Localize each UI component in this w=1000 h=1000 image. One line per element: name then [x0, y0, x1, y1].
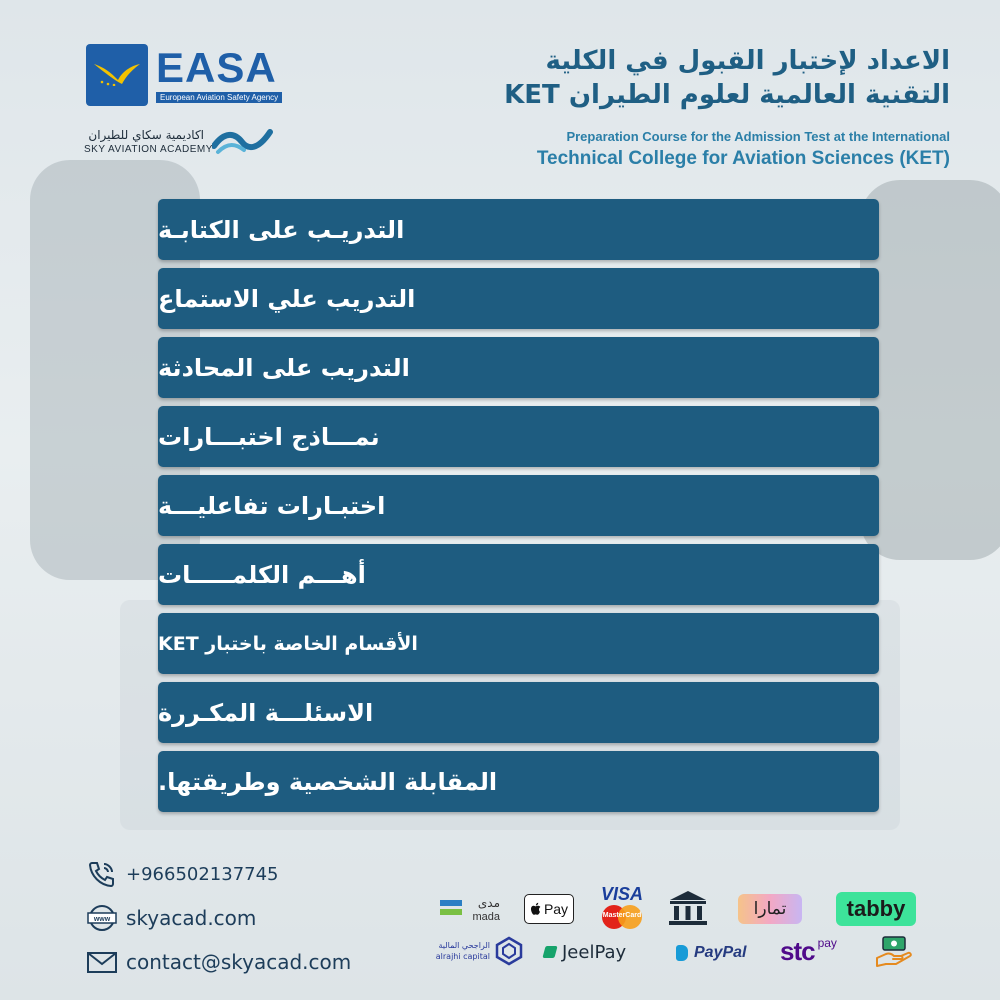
menu-item-key-words[interactable]: أهـــم الكلمـــــات	[158, 544, 879, 605]
jeelpay-label: JeelPay	[562, 941, 627, 963]
easa-name: EASA	[156, 44, 277, 91]
menu-item-test-models[interactable]: نمـــاذج اختبـــارات	[158, 406, 879, 467]
course-menu	[158, 199, 879, 820]
paypal-icon	[676, 945, 688, 961]
mada-label-en: mada	[472, 911, 500, 923]
svg-text:www: www	[93, 916, 111, 923]
stc-pay-logo	[780, 934, 852, 968]
sky-academy-logo	[84, 122, 274, 158]
menu-item-interactive-tests[interactable]: اختبـارات تفاعليـــة	[158, 475, 879, 536]
contact-email[interactable]	[86, 948, 351, 976]
bank-transfer-icon	[666, 888, 710, 928]
stc-pay-label: pay	[817, 936, 837, 950]
alrajhi-label-ar: الراجحي المالية	[438, 941, 490, 950]
contact-phone[interactable]	[86, 860, 279, 888]
alrajhi-capital-logo	[434, 934, 524, 968]
title-arabic-line1: الاعداد لإختبار القبول في الكلية	[545, 46, 950, 76]
menu-item-faq[interactable]: الاسئلـــة المكـررة	[158, 682, 879, 743]
alrajhi-icon	[494, 936, 524, 966]
globe-www-icon	[86, 904, 118, 932]
jeelpay-logo	[544, 938, 654, 966]
menu-item-interview[interactable]: المقابلة الشخصية وطريقتها.	[158, 751, 879, 812]
mastercard-icon	[600, 905, 644, 929]
jeelpay-icon	[542, 946, 557, 958]
paypal-label: PayPal	[694, 944, 747, 961]
sky-academy-name-en: SKY AVIATION ACADEMY	[84, 144, 213, 155]
title-arabic-line2: التقنية العالمية لعلوم الطيران KET	[504, 80, 950, 110]
menu-item-writing[interactable]: التدريـب على الكتابـة	[158, 199, 879, 260]
website-url: skyacad.com	[126, 906, 257, 930]
menu-item-speaking[interactable]: التدريب على المحادثة	[158, 337, 879, 398]
title-english-line2: Technical College for Aviation Sciences (KET)	[536, 148, 950, 169]
mastercard-label: MasterCard	[602, 912, 642, 919]
apple-icon	[530, 902, 542, 916]
contact-website[interactable]	[86, 904, 256, 932]
easa-bird-icon	[86, 44, 148, 106]
easa-logo	[86, 44, 279, 106]
title-arabic	[430, 44, 950, 112]
menu-item-ket-sections[interactable]: الأقسام الخاصة باختبار KET	[158, 613, 879, 674]
background-photo-right	[860, 180, 1000, 560]
sky-wave-icon	[212, 124, 274, 156]
tabby-logo: tabby	[836, 892, 916, 926]
title-english-line1: Preparation Course for the Admission Test at the International	[566, 129, 950, 144]
paypal-logo	[676, 940, 756, 966]
mail-icon	[86, 948, 118, 976]
alrajhi-label-en: alrajhi capital	[435, 952, 490, 961]
apple-pay-label: Pay	[543, 901, 569, 917]
email-address: contact@skyacad.com	[126, 950, 352, 974]
easa-subtitle: European Aviation Safety Agency	[156, 92, 282, 103]
visa-label: VISA	[600, 884, 643, 904]
apple-pay-logo	[524, 894, 574, 924]
stc-label: stc	[780, 935, 815, 966]
mada-label-ar: مدى	[477, 896, 500, 910]
mada-logo	[440, 894, 504, 928]
menu-item-listening[interactable]: التدريب علي الاستماع	[158, 268, 879, 329]
title-english	[390, 128, 950, 172]
sky-academy-name-ar: اكاديمية سكاي للطيران	[88, 128, 204, 142]
visa-mastercard-logo	[598, 884, 646, 930]
tamara-logo: تمارا	[738, 894, 802, 924]
phone-number: +966502137745	[126, 863, 279, 885]
phone-icon	[86, 860, 118, 888]
cash-hand-icon	[874, 934, 914, 970]
